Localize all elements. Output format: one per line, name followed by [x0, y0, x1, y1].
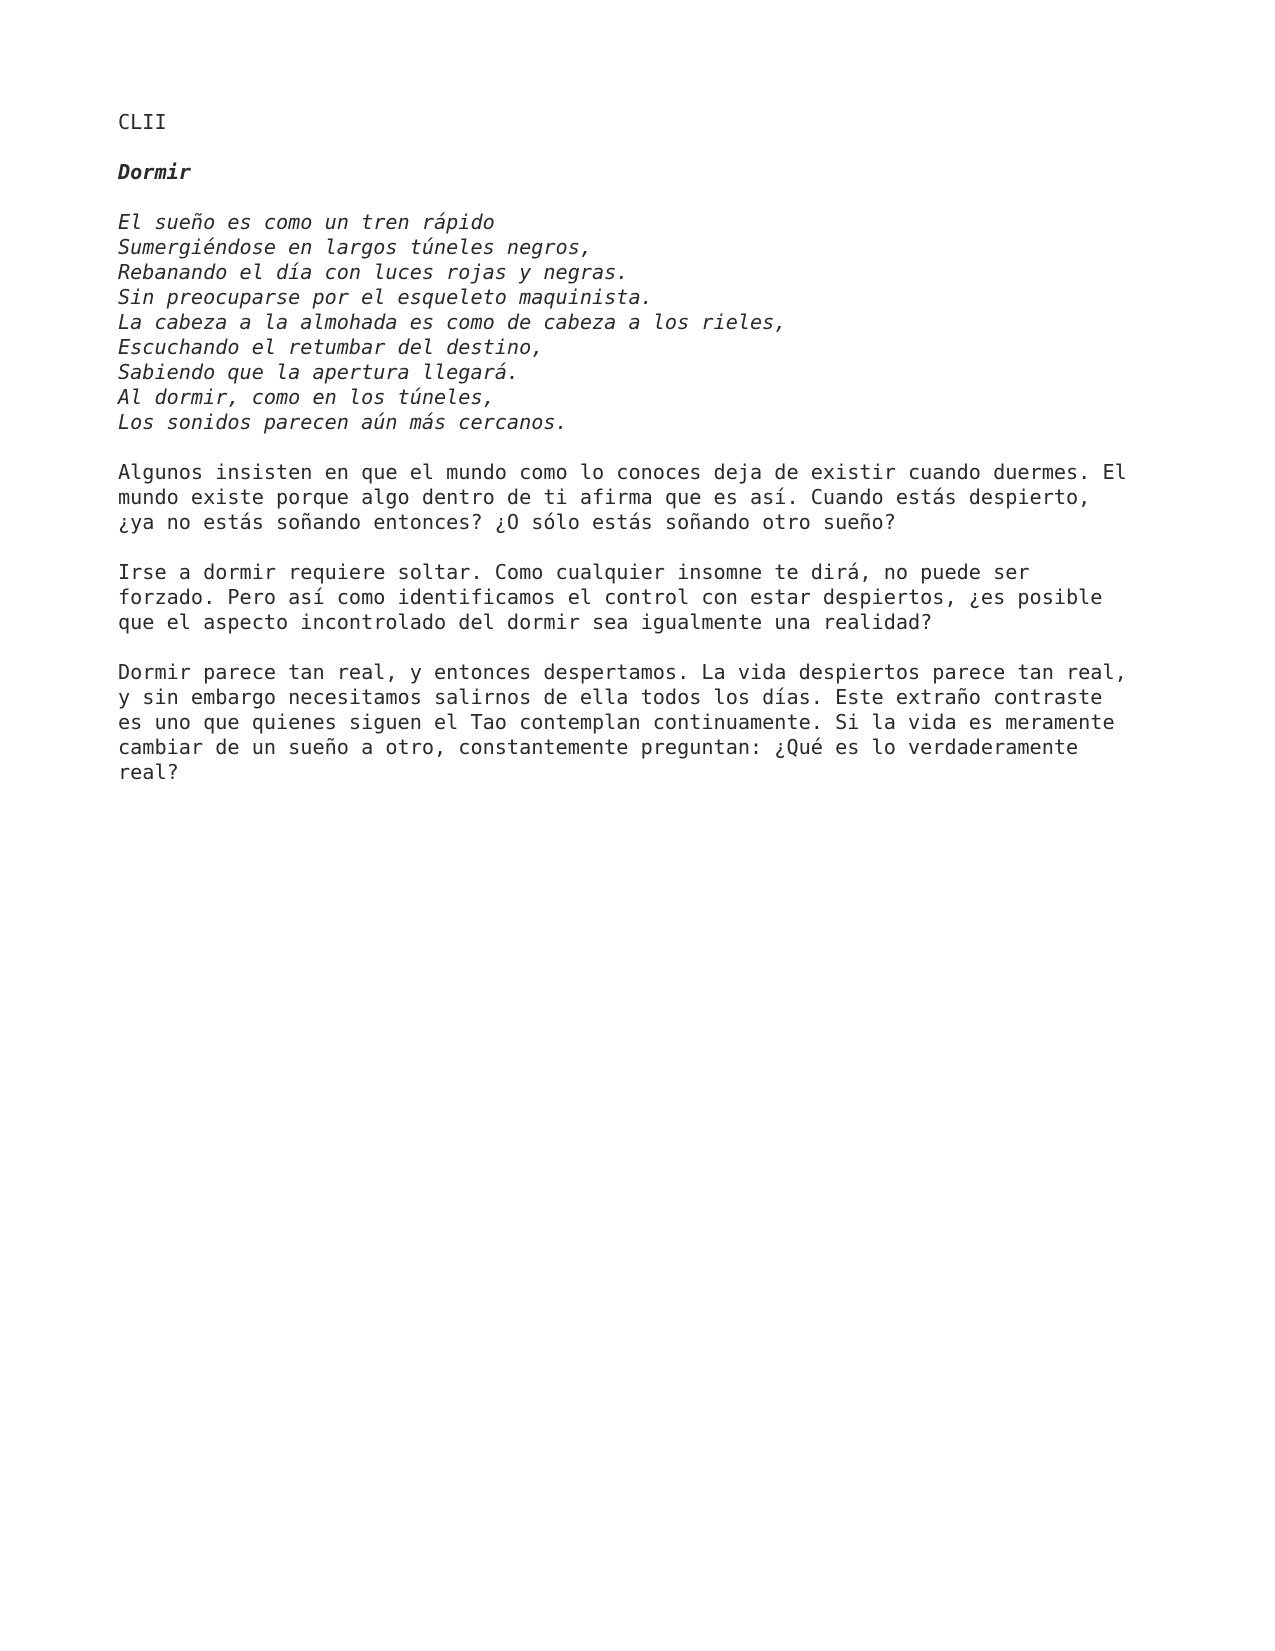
- poem-line: Sabiendo que la apertura llegará.: [118, 360, 520, 384]
- paragraph-line: Irse a dormir requiere soltar. Como cualquier insomne te dirá, no puede ser: [118, 560, 1030, 584]
- poem-line: Sin preocuparse por el esqueleto maquinista.: [118, 285, 653, 309]
- poem-line: Escuchando el retumbar del destino,: [118, 335, 544, 359]
- paragraph-line: mundo existe porque algo dentro de ti afirma que es así. Cuando estás despierto,: [118, 485, 1091, 509]
- document-page: [118, 110, 1178, 810]
- poem-line: Los sonidos parecen aún más cercanos.: [118, 410, 568, 434]
- paragraph: [118, 660, 1178, 785]
- poem-line: Rebanando el día con luces rojas y negras.: [118, 260, 629, 284]
- chapter-number: CLII: [118, 110, 167, 134]
- poem-title: Dormir: [118, 160, 191, 184]
- paragraph-line: y sin embargo necesitamos salirnos de ella todos los días. Este extraño contraste: [118, 685, 1103, 709]
- paragraph: [118, 460, 1178, 535]
- poem-line: Al dormir, como en los túneles,: [118, 385, 495, 409]
- paragraph-line: es uno que quienes siguen el Tao contemplan continuamente. Si la vida es meramente: [118, 710, 1115, 734]
- poem-line: La cabeza a la almohada es como de cabeza a los rieles,: [118, 310, 787, 334]
- paragraph: [118, 560, 1178, 635]
- paragraph-line: Algunos insisten en que el mundo como lo conoces deja de existir cuando duermes. El: [118, 460, 1127, 484]
- poem-line: El sueño es como un tren rápido: [118, 210, 495, 234]
- paragraph-line: que el aspecto incontrolado del dormir sea igualmente una realidad?: [118, 610, 933, 634]
- paragraph-line: ¿ya no estás soñando entonces? ¿O sólo estás soñando otro sueño?: [118, 510, 896, 534]
- poem: [118, 210, 1178, 435]
- poem-line: Sumergiéndose en largos túneles negros,: [118, 235, 593, 259]
- paragraph-line: Dormir parece tan real, y entonces despertamos. La vida despiertos parece tan real,: [118, 660, 1127, 684]
- paragraph-line: cambiar de un sueño a otro, constantemente preguntan: ¿Qué es lo verdaderamente: [118, 735, 1079, 759]
- paragraph-line: forzado. Pero así como identificamos el control con estar despiertos, ¿es posible: [118, 585, 1103, 609]
- paragraph-line: real?: [118, 760, 179, 784]
